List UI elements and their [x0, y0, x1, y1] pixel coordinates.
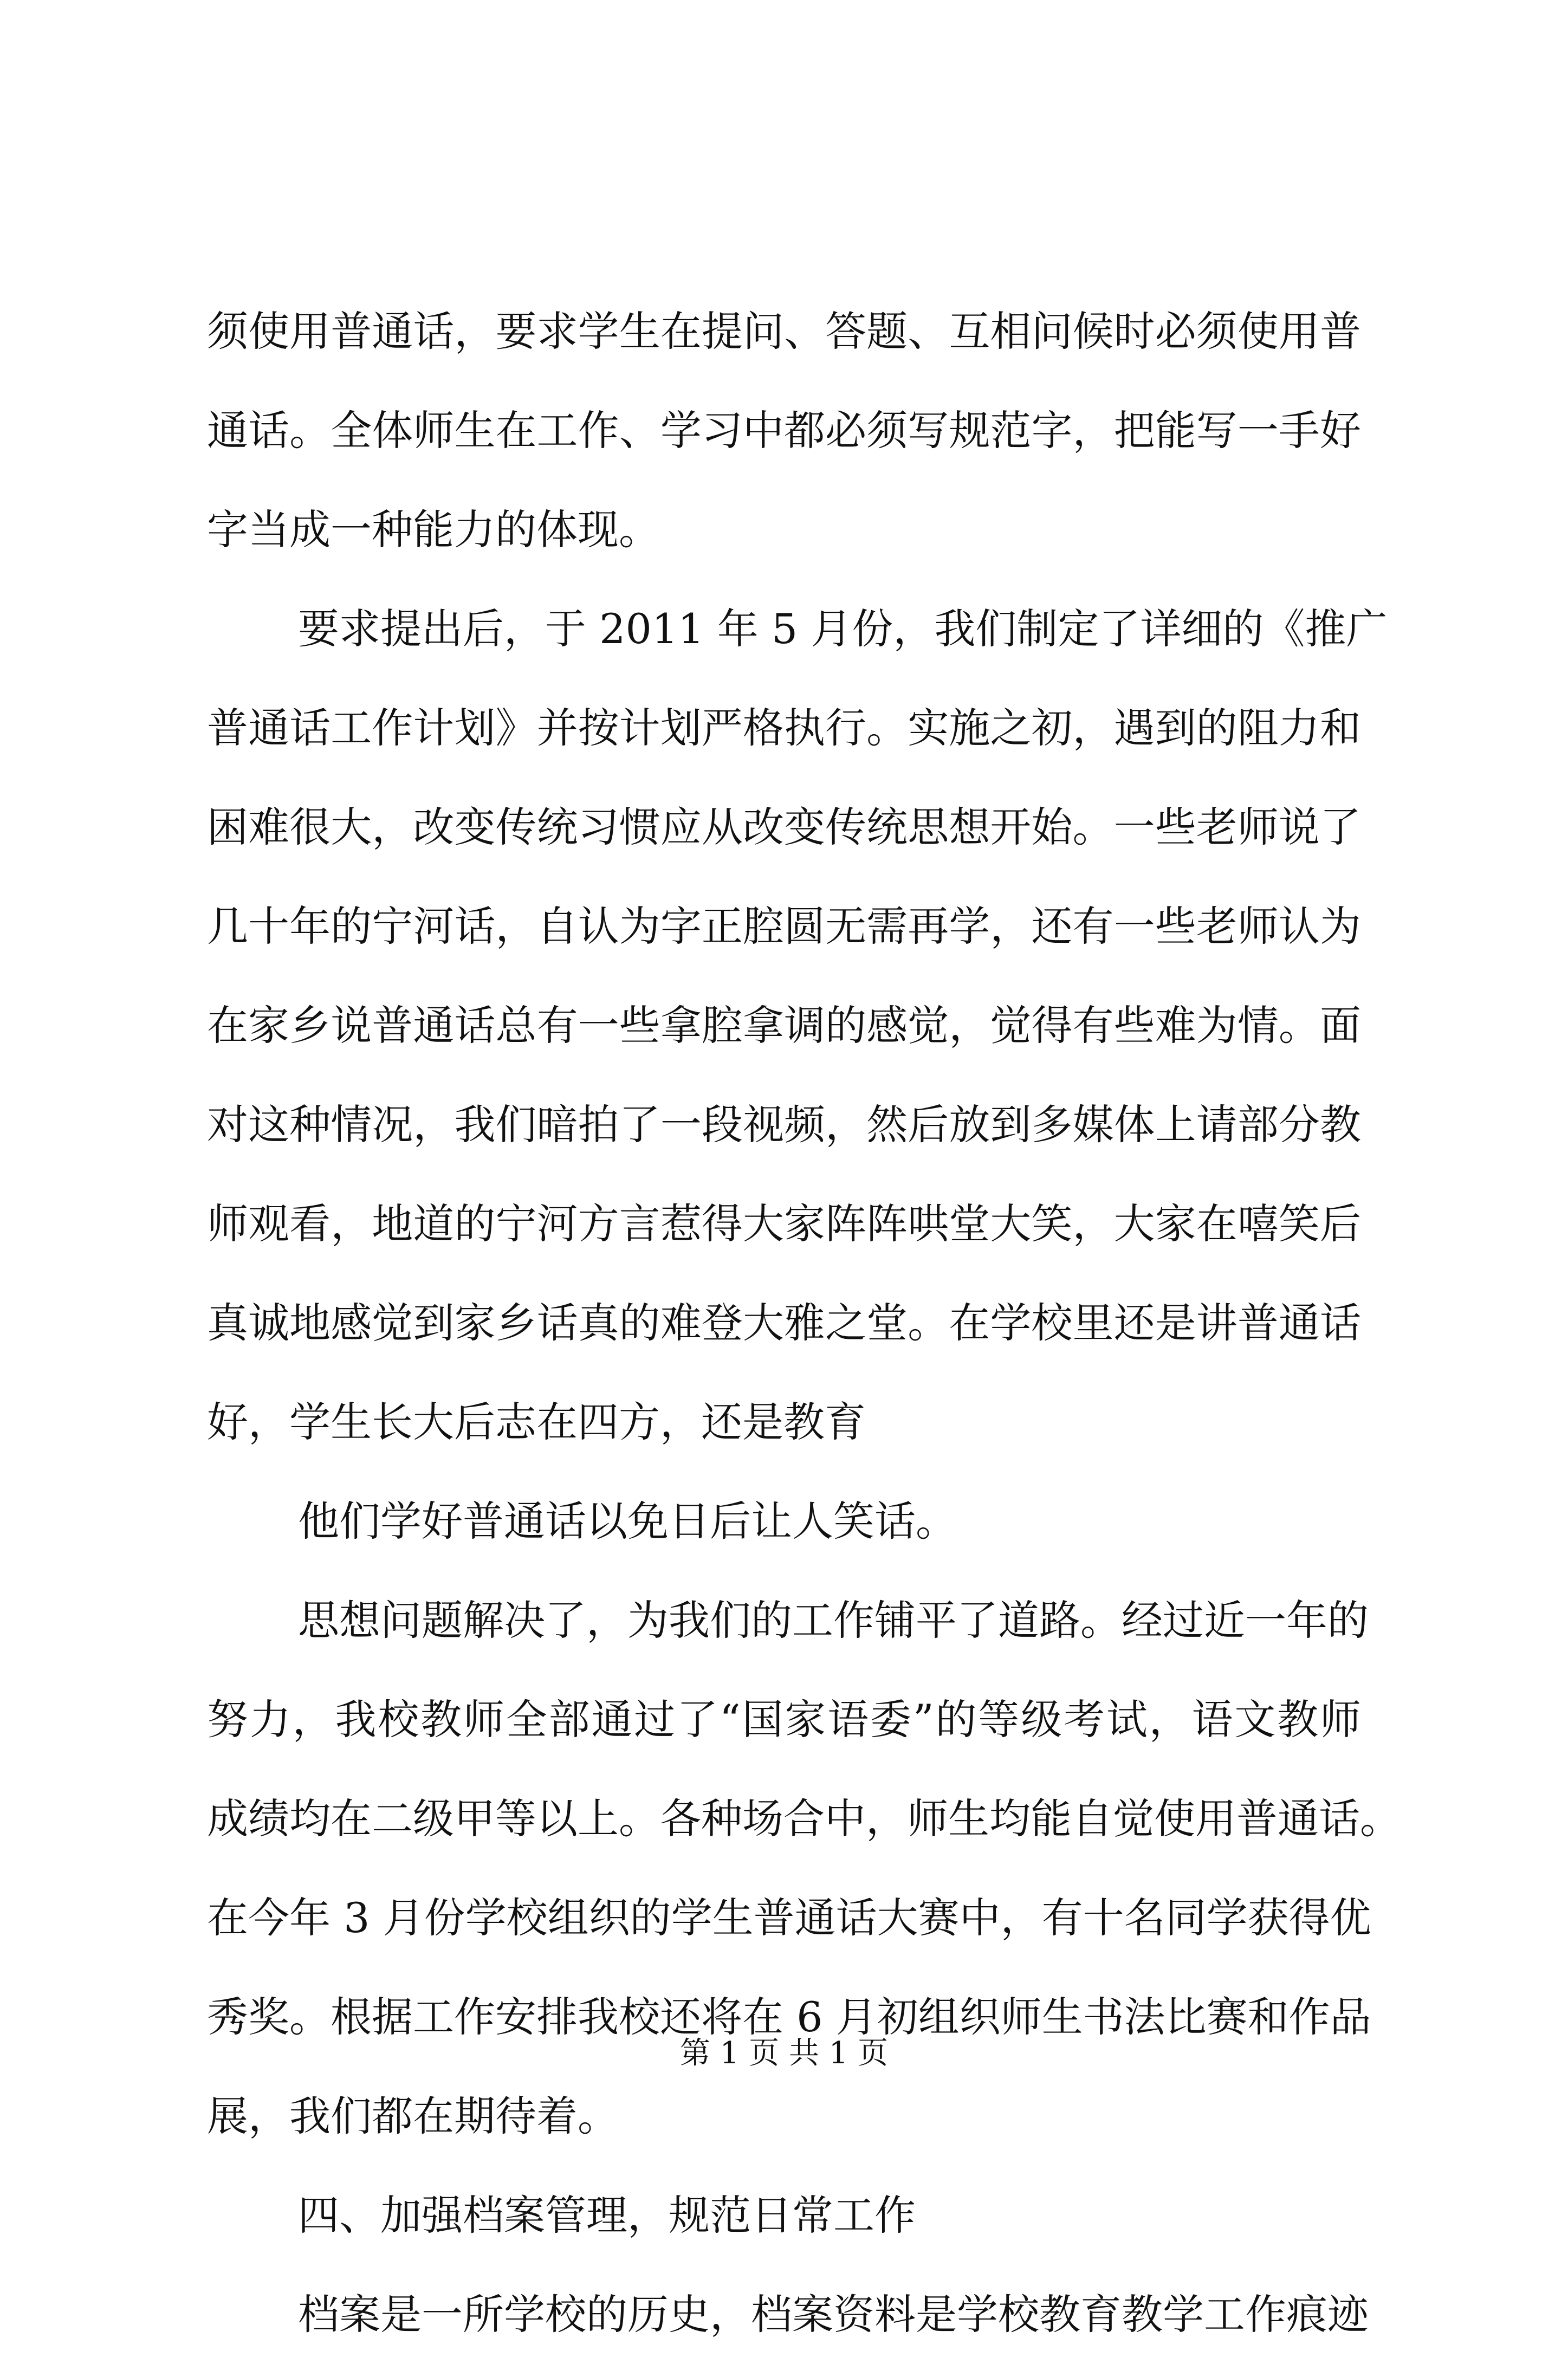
page-number-footer: 第 1 页 共 1 页 [679, 2036, 889, 2071]
text-line: 好，学生长大后志在四方，还是教育 [207, 1398, 866, 1446]
text-line: 在家乡说普通话总有一些拿腔拿调的感觉，觉得有些难为情。面 [207, 1001, 1361, 1050]
text-line: 秀奖。根据工作安排我校还将在 6 月初组织师生书法比赛和作品 [207, 1993, 1371, 2041]
text-line: 档案是一所学校的历史，档案资料是学校教育教学工作痕迹 [298, 2290, 1369, 2339]
text-line: 字当成一种能力的体现。 [207, 506, 660, 554]
text-line: 对这种情况，我们暗拍了一段视频，然后放到多媒体上请部分教 [207, 1100, 1361, 1149]
text-line: 普通话工作计划》并按计划严格执行。实施之初，遇到的阻力和 [207, 704, 1361, 752]
text-line: 真诚地感觉到家乡话真的难登大雅之堂。在学校里还是讲普通话 [207, 1299, 1361, 1347]
text-line: 在今年 3 月份学校组织的学生普通话大赛中，有十名同学获得优 [207, 1894, 1371, 1942]
text-line: 困难很大，改变传统习惯应从改变传统思想开始。一些老师说了 [207, 803, 1361, 851]
text-line: 师观看，地道的宁河方言惹得大家阵阵哄堂大笑，大家在嘻笑后 [207, 1200, 1361, 1248]
text-line: 几十年的宁河话，自认为字正腔圆无需再学，还有一些老师认为 [207, 902, 1361, 950]
text-line: 要求提出后，于 2011 年 5 月份，我们制定了详细的《推广 [298, 605, 1388, 653]
section-heading: 四、加强档案管理，规范日常工作 [298, 2191, 916, 2239]
text-line: 努力，我校教师全部通过了“国家语委”的等级考试，语文教师 [207, 1695, 1361, 1744]
text-line: 思想问题解决了，为我们的工作铺平了道路。经过近一年的 [298, 1596, 1369, 1644]
text-line: 通话。全体师生在工作、学习中都必须写规范字，把能写一手好 [207, 406, 1361, 455]
text-line: 成绩均在二级甲等以上。各种场合中，师生均能自觉使用普通话。 [207, 1795, 1401, 1843]
text-line: 他们学好普通话以免日后让人笑话。 [298, 1497, 957, 1545]
text-line: 须使用普通话，要求学生在提问、答题、互相问候时必须使用普 [207, 307, 1361, 355]
text-line: 展，我们都在期待着。 [207, 2092, 619, 2140]
